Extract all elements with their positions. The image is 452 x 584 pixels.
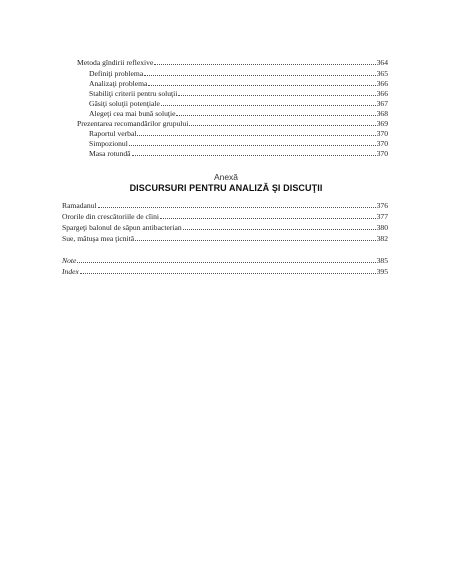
- toc-entry-potential-solutions: [89, 99, 388, 108]
- dot-leader: [161, 99, 376, 106]
- toc-entry-antibacterial-soap: [62, 223, 388, 232]
- toc-entry-page: 377: [376, 212, 388, 221]
- toc-entry-label: Prezentarea recomandărilor grupului: [77, 119, 189, 128]
- toc-entry-criteria: [89, 89, 388, 98]
- toc-entry-page: 385: [376, 256, 388, 265]
- toc-entry-label: Ramadanul: [62, 201, 97, 210]
- dot-leader: [144, 69, 375, 76]
- toc-entry-reflective-method: [77, 58, 388, 67]
- toc-entry-label: Note: [62, 256, 77, 265]
- dot-leader: [137, 129, 375, 136]
- annex-title: DISCURSURI PENTRU ANALIZĂ ŞI DISCUŢII: [129, 183, 323, 193]
- toc-entry-label: Index: [62, 267, 79, 276]
- annex-label: Anexă: [213, 172, 239, 182]
- toc-entry-aunt-sue: [62, 234, 388, 243]
- toc-entry-index: [62, 267, 388, 276]
- dot-leader: [132, 149, 376, 156]
- toc-entry-page: 365: [376, 69, 388, 78]
- toc-entry-page: 366: [376, 89, 388, 98]
- dot-leader: [129, 139, 376, 146]
- toc-entry-page: 370: [376, 129, 388, 138]
- toc-entry-page: 395: [376, 267, 388, 276]
- toc-entry-label: Găsiţi soluţii potenţiale: [89, 99, 160, 108]
- toc-entry-label: Alegeţi cea mai bună soluţie: [89, 109, 176, 118]
- dot-leader: [183, 223, 376, 230]
- dot-leader: [80, 267, 376, 274]
- toc-entry-page: 364: [376, 58, 388, 67]
- toc-entry-page: 382: [376, 234, 388, 243]
- toc-entry-label: Definiţi problema: [89, 69, 144, 78]
- dot-leader: [98, 201, 376, 208]
- toc-entry-label: Spargeţi balonul de săpun antibacterian: [62, 223, 182, 232]
- toc-entry-define-problem: [89, 69, 388, 78]
- toc-entry-label: Sue, mătuşa mea ţicnită: [62, 234, 135, 243]
- toc-entry-symposium: [89, 139, 388, 148]
- dot-leader: [135, 234, 375, 241]
- toc-entry-round-table: [89, 149, 388, 158]
- toc-entry-label: Analizaţi problema: [89, 79, 148, 88]
- toc-entry-page: 370: [376, 149, 388, 158]
- dot-leader: [154, 58, 375, 65]
- dot-leader: [178, 89, 375, 96]
- toc-entry-label: Stabiliţi criterii pentru soluţii: [89, 89, 178, 98]
- toc-entry-label: Simpozionul: [89, 139, 128, 148]
- toc-entry-page: 368: [376, 109, 388, 118]
- toc-entry-label: Metoda gîndirii reflexive: [77, 58, 154, 67]
- toc-entry-page: 380: [376, 223, 388, 232]
- dot-leader: [77, 256, 375, 263]
- toc-entry-label: Masa rotundă: [89, 149, 131, 158]
- toc-entry-group-recommendations: [77, 119, 388, 128]
- toc-entry-analyze-problem: [89, 79, 388, 88]
- dot-leader: [189, 119, 375, 126]
- toc-entry-ramadan: [62, 201, 388, 210]
- toc-entry-page: 369: [376, 119, 388, 128]
- toc-entry-label: Ororile din crescătoriile de cîini: [62, 212, 159, 221]
- toc-entry-dog-breeding: [62, 212, 388, 221]
- toc-entry-page: 367: [376, 99, 388, 108]
- toc-entry-verbal-report: [89, 129, 388, 138]
- toc-entry-page: 376: [376, 201, 388, 210]
- toc-entry-label: Raportul verbal: [89, 129, 137, 138]
- dot-leader: [160, 212, 376, 219]
- dot-leader: [176, 109, 375, 116]
- toc-entry-page: 370: [376, 139, 388, 148]
- toc-entry-page: 366: [376, 79, 388, 88]
- dot-leader: [148, 79, 375, 86]
- toc-entry-notes: [62, 256, 388, 265]
- toc-entry-best-solution: [89, 109, 388, 118]
